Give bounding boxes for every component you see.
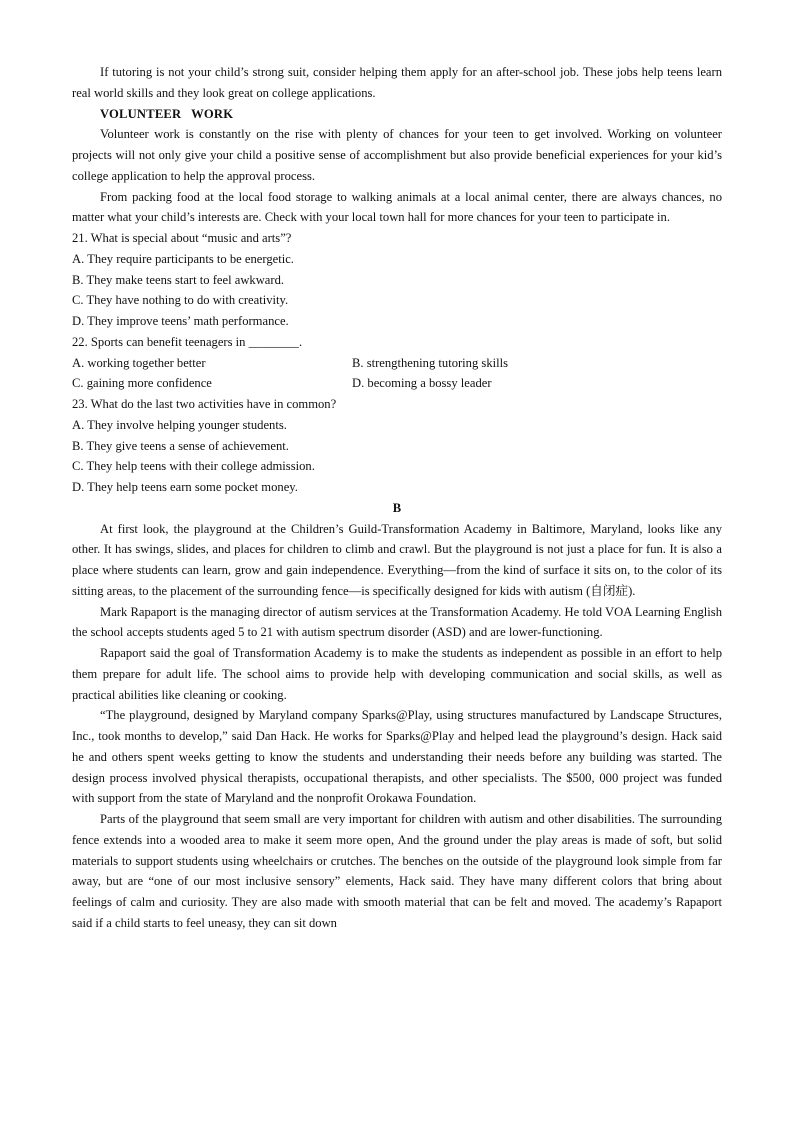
question-21-option-c: C. They have nothing to do with creativity.: [72, 293, 289, 308]
question-23-option-c: C. They help teens with their college admission.: [72, 459, 315, 474]
question-21-option-b: B. They make teens start to feel awkward.: [72, 272, 285, 287]
document-page: [72, 62, 722, 934]
question-21-option-d: D. They improve teens’ math performance.: [72, 314, 289, 328]
question-22-option-a: A. working together better: [72, 355, 206, 370]
question-22-options-row-1: [72, 353, 722, 374]
question-22-option-b: B. strengthening tutoring skills: [352, 355, 509, 370]
question-22-option-c: C. gaining more confidence: [72, 376, 212, 391]
question-23-option-d: D. They help teens earn some pocket money.: [72, 480, 298, 494]
paragraph-volunteer-2: From packing food at the local food storage to walking animals at a local animal center, there are always chances, no matter what your child’s interests are. Check with your local town hall for more chances for your teen to participate in.: [72, 189, 722, 225]
paragraph-b-4: “The playground, designed by Maryland company Sparks@Play, using structures manufactured by Landscape Structures, Inc., took months to develop,” said Dan Hack. He works for Sparks@Play and helped lead the playground’s design. Hack said he and others spent weeks getting to know the students and understanding their needs before any building was started. The design process involved physical therapists, occupational therapists, and other specialists. The $500, 000 project was funded with support from the state of Maryland and the nonprofit Orokawa Foundation.: [72, 708, 722, 806]
question-21-stem: 21. What is special about “music and arts”?: [72, 231, 292, 245]
question-23-stem: 23. What do the last two activities have in common?: [72, 397, 337, 411]
paragraph-b-3: Rapaport said the goal of Transformation Academy is to make the students as independent as possible in an effort to help them prepare for adult life. The school aims to provide help with developing communication and social skills, as well as practical abilities like cleaning or cooking.: [72, 646, 722, 702]
question-22-options-row-2: [72, 373, 722, 394]
question-22-stem: 22. Sports can benefit teenagers in ________.: [72, 334, 303, 349]
paragraph-after-school-job: If tutoring is not your child’s strong suit, consider helping them apply for an after-school job. These jobs help teens learn real world skills and they look great on college applications.: [72, 65, 722, 100]
question-22-option-d: D. becoming a bossy leader: [352, 376, 492, 391]
question-23-option-b: B. They give teens a sense of achievement.: [72, 438, 289, 453]
question-22: [72, 332, 722, 394]
question-21: [72, 228, 722, 332]
question-23-option-a: A. They involve helping younger students.: [72, 417, 287, 432]
section-heading-volunteer-work: VOLUNTEER WORK: [100, 106, 234, 121]
section-letter-b: B: [392, 500, 402, 515]
question-23: [72, 394, 722, 498]
paragraph-b-2: Mark Rapaport is the managing director of autism services at the Transformation Academy. He told VOA Learning English the school accepts students aged 5 to 21 with autism spectrum disorder (ASD) and are lower-functioning.: [72, 604, 722, 640]
paragraph-volunteer-1: Volunteer work is constantly on the rise with plenty of chances for your teen to get involved. Working on volunteer projects will not only give your child a positive sense of accomplishment but also provide beneficial experiences for your kid’s college application to help the approval process.: [72, 127, 722, 183]
question-21-option-a: A. They require participants to be energetic.: [72, 251, 294, 266]
paragraph-b-1: At first look, the playground at the Children’s Guild-Transformation Academy in Baltimore, Maryland, looks like any other. It has swings, slides, and places for children to climb and crawl. But the playground is not just a place for fun. It is also a place where students can learn, grow and gain independence. Everything—from the kind of surface it sits on, to the color of its sitting areas, to the placement of the surrounding fence—is specifically designed for kids with autism (自闭症).: [72, 521, 722, 598]
paragraph-b-5: Parts of the playground that seem small are very important for children with autism and other disabilities. The surrounding fence extends into a wooded area to make it seem more open, And the ground under the play areas is made of soft, but solid materials to support students using wheelchairs or crutches. The benches on the outside of the playground look simple from far away, but are “one of our most inclusive sensory” elements, Hack said. They have many different colors that bring about feelings of calm and curiosity. They are also made with smooth material that can be felt and moved. The academy’s Rapaport said if a child starts to feel uneasy, they can sit down: [72, 812, 722, 930]
